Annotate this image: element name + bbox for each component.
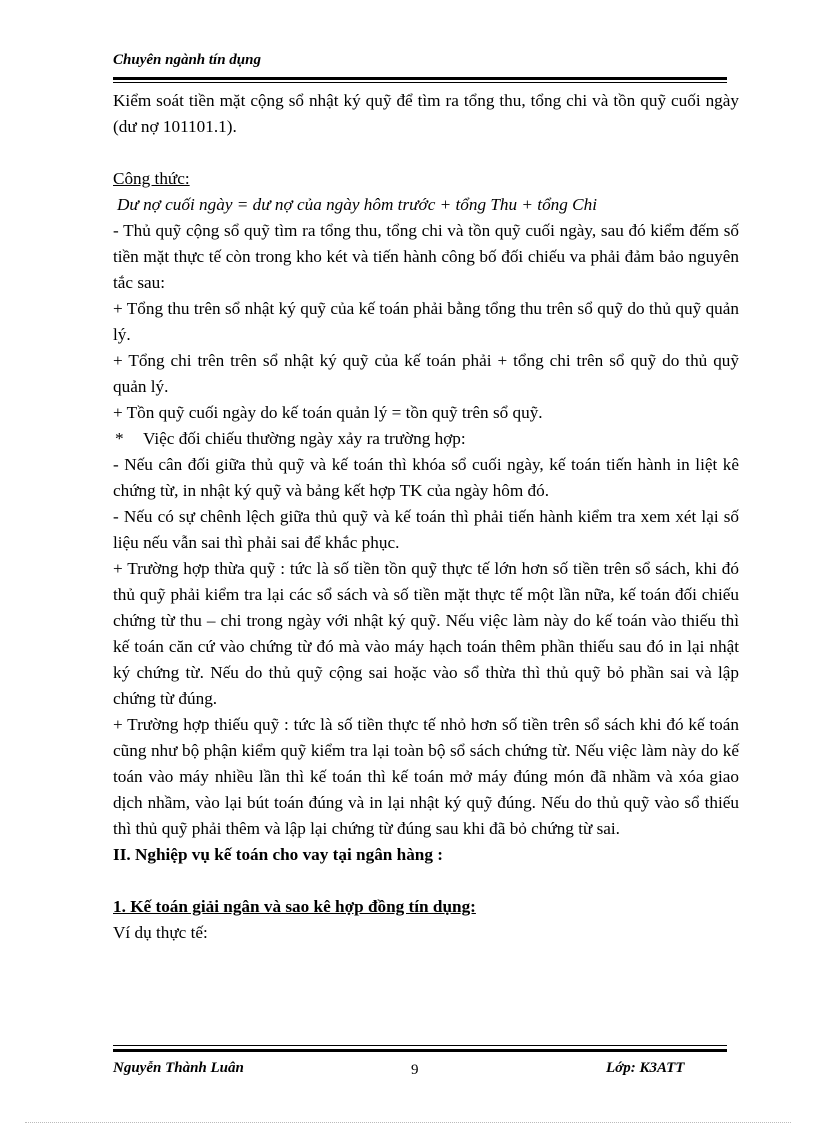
footer-rule-thin bbox=[113, 1045, 727, 1046]
formula: Dư nợ cuối ngày = dư nợ của ngày hôm trước + tổng Thu + tổng Chi bbox=[117, 195, 597, 214]
footer-class: Lớp: K3ATT bbox=[606, 1060, 685, 1076]
paragraph-gap bbox=[113, 868, 739, 894]
paragraph: - Nếu có sự chênh lệch giữa thủ quỹ và kế toán thì phải tiến hành kiểm tra xem xét lại số liệu nếu vẫn sai thì phải sai để khắc phục. bbox=[113, 507, 739, 552]
page-number: 9 bbox=[411, 1062, 419, 1078]
formula-label bbox=[113, 166, 739, 192]
subsection-heading-text: 1. Kế toán giải ngân và sao kê hợp đồng tín dụng: bbox=[113, 897, 476, 916]
paragraph: + Trường hợp thừa quỹ : tức là số tiền tồn quỹ thực tế lớn hơn số tiền trên sổ sách, khi đó thủ quỹ phải kiểm tra lại các sổ sách và số tiền mặt thực tế một lần nữa, kế toán đối chiếu chứng từ thu – chi trong ngày với nhật ký quỹ. Nếu việc làm này do kế toán vào thiếu thì kế toán căn cứ vào chứng từ đó mà vào máy hạch toán thêm phần thiếu sau đó in lại nhật ký chứng từ. Nếu do thủ quỹ cộng sai hoặc vào sổ thừa thì thủ quỹ bỏ phần sai và lập chứng từ đúng. bbox=[113, 559, 739, 708]
paragraph: + Tổng thu trên sổ nhật ký quỹ của kế toán phải bằng tổng thu trên sổ quỹ do thủ quỹ quản lý. bbox=[113, 299, 739, 344]
paragraph: + Tồn quỹ cuối ngày do kế toán quản lý = tồn quỹ trên sổ quỹ. bbox=[113, 403, 543, 422]
paragraph: - Thủ quỹ cộng sổ quỹ tìm ra tổng thu, tổng chi và tồn quỹ cuối ngày, sau đó kiểm đếm số tiền mặt thực tế còn trong kho két và tiến hành công bố đối chiếu va phải đảm bảo nguyên tắc sau: bbox=[113, 221, 739, 292]
header-rule-thin bbox=[113, 82, 727, 83]
bullet-text: Việc đối chiếu thường ngày xảy ra trường hợp: bbox=[143, 429, 466, 448]
footer-author: Nguyễn Thành Luân bbox=[113, 1060, 244, 1076]
paragraph-gap bbox=[113, 140, 739, 166]
header-rule-thick bbox=[113, 77, 727, 80]
formula-label-text: Công thức: bbox=[113, 169, 190, 188]
paragraph: Ví dụ thực tế: bbox=[113, 923, 208, 942]
running-header-title: Chuyên ngành tín dụng bbox=[113, 52, 261, 68]
paragraph: Kiểm soát tiền mặt cộng sổ nhật ký quỹ để tìm ra tổng thu, tổng chi và tồn quỹ cuối ngày (dư nợ 101101.1). bbox=[113, 91, 739, 136]
footer-rule-thick bbox=[113, 1049, 727, 1052]
section-heading: II. Nghiệp vụ kế toán cho vay tại ngân hàng : bbox=[113, 845, 443, 864]
paragraph: - Nếu cân đối giữa thủ quỹ và kế toán thì khóa sổ cuối ngày, kế toán tiến hành in liệt kê chứng từ, in nhật ký quỹ và bảng kết hợp TK của ngày hôm đó. bbox=[113, 455, 739, 500]
page-footer bbox=[113, 1060, 727, 1082]
subsection-heading bbox=[113, 894, 739, 920]
paragraph: + Trường hợp thiếu quỹ : tức là số tiền thực tế nhỏ hơn số tiền trên sổ sách khi đó kế toán cũng như bộ phận kiểm quỹ kiểm tra lại toàn bộ sổ sách chứng từ. Nếu việc làm này do kế toán vào máy nhiều lần thì kế toán thì kế toán mở máy đúng món đã nhầm và xóa giao dịch nhầm, vào lại bút toán đúng và in lại nhật ký quỹ đúng. Nếu do thủ quỹ vào sổ thiếu thì thủ quỹ phải thêm và lập lại chứng từ đúng sau khi đã bỏ chứng từ sai. bbox=[113, 715, 739, 838]
bullet-mark: * bbox=[115, 429, 124, 448]
paragraph: + Tổng chi trên trên sổ nhật ký quỹ của kế toán phải + tổng chi trên sổ quỹ do thủ quỹ quản lý. bbox=[113, 351, 739, 396]
bullet-paragraph bbox=[113, 426, 739, 452]
document-body bbox=[113, 88, 739, 946]
